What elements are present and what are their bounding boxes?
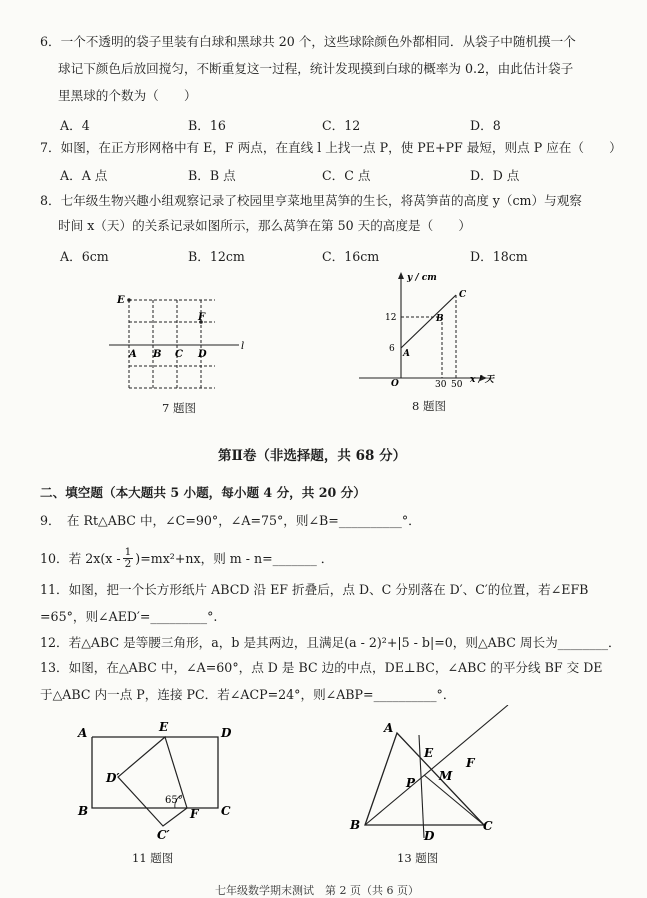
fig7-label-d: D [198, 349, 207, 360]
q9-text: 9． 在 Rt△ABC 中，∠C=90°，∠A=75°，则∠B=__________°． [40, 513, 421, 528]
fig7-label-f: F [198, 312, 206, 323]
q10-prefix: 10．若 2x(x - [40, 550, 121, 566]
fig13-label-a: A [384, 721, 394, 735]
q8-line2: 时间 x（天）的关系记录如图所示，那么莴笋在第 50 天的高度是（ ） [58, 218, 471, 233]
fig8-tick-50: 50 [451, 380, 463, 390]
part2-heading: 二、填空题（本大题共 5 小题，每小题 4 分，共 20 分） [40, 485, 366, 500]
fig11-label-e: E [159, 720, 169, 734]
fig13-label-e: E [424, 746, 434, 760]
figure-13 [340, 705, 530, 845]
figure-8 [355, 270, 495, 395]
fig13-caption: 13 题图 [397, 851, 439, 865]
fig7-label-e: E [117, 295, 125, 306]
q6-option-d: D．8 [470, 118, 501, 133]
q10-fraction [123, 547, 134, 570]
q8-line1: 8．七年级生物兴趣小组观察记录了校园里亨菜地里莴笋的生长，将莴笋苗的高度 y（cm）与观察 [40, 193, 582, 208]
fig7-caption: 7 题图 [162, 401, 196, 415]
q12-text: 12．若△ABC 是等腰三角形，a，b 是其两边，且满足(a - 2)²+|5 - b|=0，则△ABC 周长为________． [40, 635, 621, 650]
fig8-tick-6: 6 [389, 344, 395, 354]
fig7-label-b: B [153, 349, 162, 360]
fig8-origin-label: O [391, 379, 399, 389]
q6-line2: 球记下颜色后放回搅匀，不断重复这一过程，统计发现摸到白球的概率为 0.2，由此估计袋子 [58, 61, 574, 76]
fig13-label-p: P [406, 776, 416, 790]
q8-option-b: B．12cm [188, 249, 245, 264]
fig13-label-m: M [439, 769, 453, 783]
fig11-label-c: C [221, 804, 231, 818]
q13-line2: 于△ABC 内一点 P，连接 PC．若∠ACP=24°，则∠ABP=__________°． [40, 687, 456, 702]
fig11-angle-label: 65° [165, 795, 183, 806]
q7-option-c: C．C 点 [322, 168, 371, 183]
fig8-tick-12: 12 [385, 313, 397, 323]
q8-option-a: A．6cm [60, 249, 109, 264]
fig7-label-a: A [129, 349, 137, 360]
q7-option-b: B．B 点 [188, 168, 236, 183]
q8-option-c: C．16cm [322, 249, 380, 264]
fig13-label-b: B [350, 818, 361, 832]
fig11-label-f: F [190, 807, 199, 821]
fig13-label-f: F [466, 756, 475, 770]
page-footer: 七年级数学期末测试 第 2 页（共 6 页） [215, 884, 419, 897]
q10-frac-num: 1 [124, 546, 132, 558]
q10-frac-den: 2 [124, 558, 132, 570]
figure-11 [75, 715, 245, 845]
q10-text [40, 547, 333, 570]
fig13-label-d: D [424, 829, 435, 843]
fig8-label-a: A [403, 349, 410, 359]
q13-line1: 13．如图，在△ABC 中，∠A=60°，点 D 是 BC 边的中点，DE⊥BC，∠ABC 的平分线 BF 交 DE [40, 660, 603, 675]
fig11-label-d: D [221, 726, 232, 740]
q11-line1: 11．如图，把一个长方形纸片 ABCD 沿 EF 折叠后，点 D、C 分别落在 D′、C′的位置，若∠EFB [40, 582, 589, 597]
figure-7 [105, 290, 255, 390]
fig7-label-c: C [175, 349, 183, 360]
fig11-caption: 11 题图 [132, 851, 174, 865]
fig8-caption: 8 题图 [412, 399, 446, 413]
q11-line2: =65°，则∠AED′=_________°. [40, 609, 218, 624]
fig11-label-b: B [78, 804, 89, 818]
fig8-x-axis-label: x / 天 [470, 375, 494, 385]
q6-option-c: C．12 [322, 118, 361, 133]
q6-line3: 里黑球的个数为（ ） [58, 88, 197, 103]
q6-option-b: B．16 [188, 118, 226, 133]
q7-line1: 7．如图，在正方形网格中有 E，F 两点，在直线 l 上找一点 P，使 PE+PF 最短，则点 P 应在（ ） [40, 140, 622, 155]
fig13-label-c: C [483, 819, 493, 833]
fig11-label-c-prime: C′ [157, 828, 170, 842]
fig8-y-axis-label: y / cm [407, 273, 437, 283]
q8-option-d: D．18cm [470, 249, 528, 264]
fig8-label-b: B [436, 314, 444, 324]
q6-option-a: A．4 [60, 118, 90, 133]
section2-title: 第Ⅱ卷（非选择题，共 68 分） [218, 448, 407, 464]
fig11-label-a: A [78, 726, 88, 740]
q7-option-d: D．D 点 [470, 168, 520, 183]
q10-suffix: )=mx²+nx，则 m - n=_______ ． [135, 550, 334, 566]
q6-line1: 6．一个不透明的袋子里装有白球和黑球共 20 个，这些球除颜色外都相同．从袋子中随机摸一个 [40, 34, 576, 49]
fig8-tick-30: 30 [435, 380, 447, 390]
q7-option-a: A．A 点 [60, 168, 108, 183]
fig8-label-c: C [459, 290, 467, 300]
fig11-label-d-prime: D′ [106, 771, 120, 785]
fig7-label-l: l [241, 341, 245, 352]
